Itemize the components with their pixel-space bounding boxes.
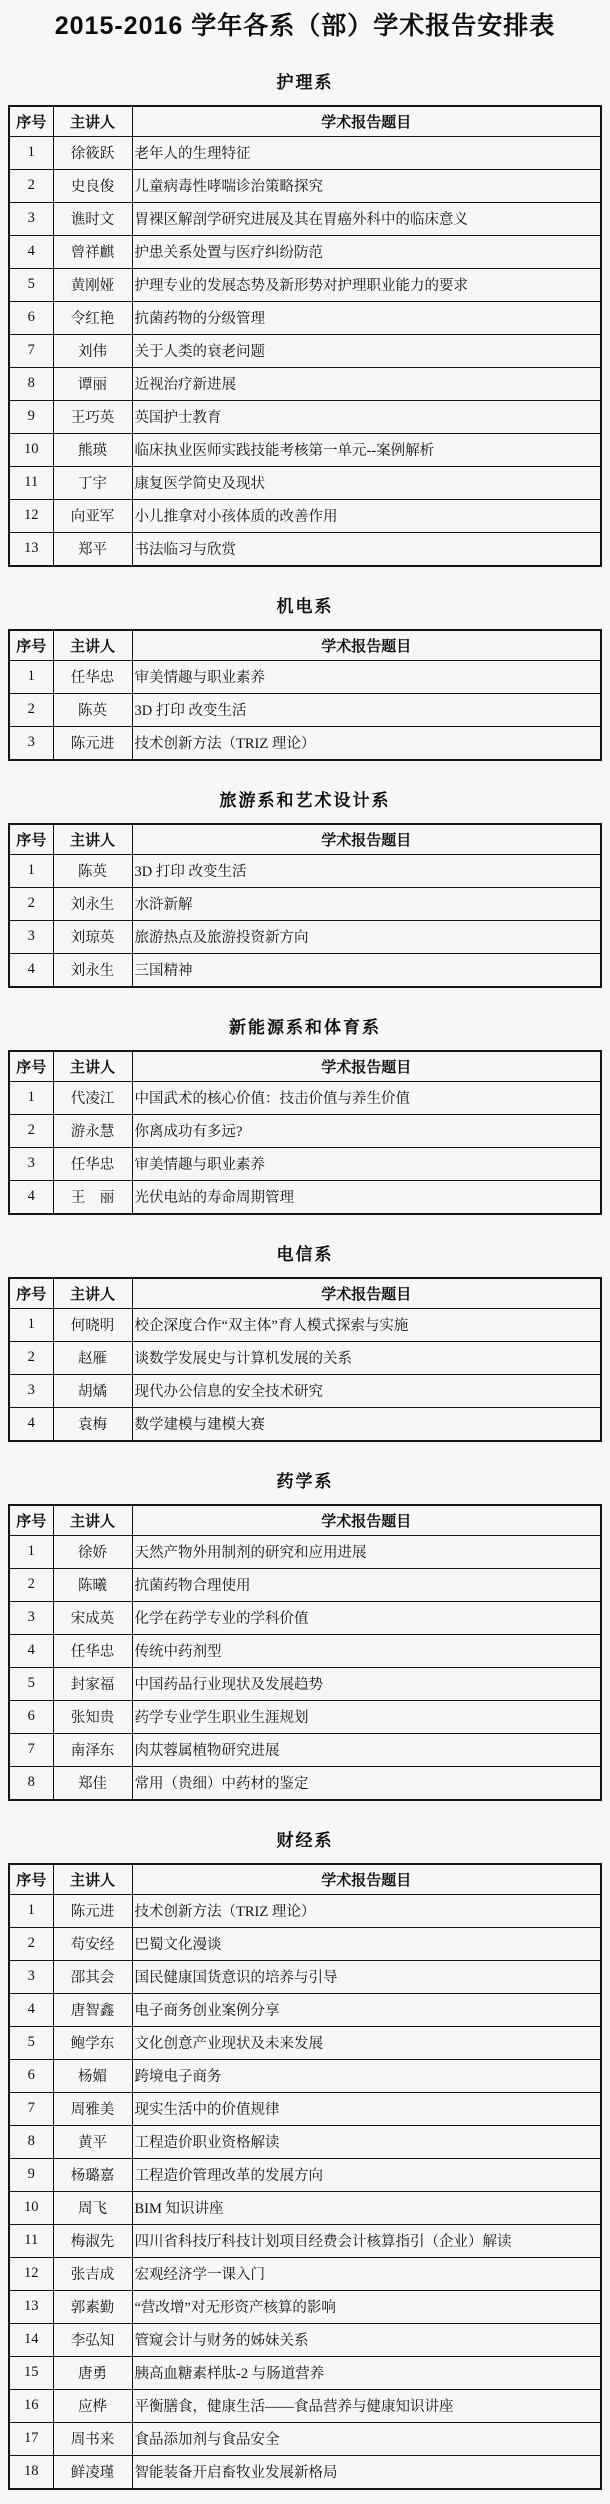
speaker-name: 徐筱跃 — [53, 136, 132, 169]
report-row — [9, 367, 601, 400]
table-head — [9, 1278, 601, 1309]
report-topic: 你离成功有多远? — [132, 1114, 601, 1147]
speaker-name: 陈曦 — [53, 1568, 132, 1601]
row-number: 8 — [9, 367, 53, 400]
report-row — [9, 1766, 601, 1800]
row-number: 5 — [9, 1667, 53, 1700]
table-body — [9, 136, 601, 566]
speaker-name: 刘永生 — [53, 887, 132, 920]
col-header-speaker: 主讲人 — [53, 1051, 132, 1082]
table-body — [9, 1894, 601, 2489]
report-row — [9, 1374, 601, 1407]
table-body — [9, 1081, 601, 1214]
col-header-no: 序号 — [9, 630, 53, 661]
row-number: 17 — [9, 2422, 53, 2455]
speaker-name: 刘琼英 — [53, 920, 132, 953]
table-head — [9, 1051, 601, 1082]
col-header-topic: 学术报告题目 — [132, 1864, 601, 1895]
table-head — [9, 630, 601, 661]
report-topic: 儿童病毒性哮喘诊治策略探究 — [132, 169, 601, 202]
report-topic: 现代办公信息的安全技术研究 — [132, 1374, 601, 1407]
department-heading: 旅游系和艺术设计系 — [219, 790, 391, 810]
report-topic: 电子商务创业案例分享 — [132, 1993, 601, 2026]
report-topic: “营改增”对无形资产核算的影响 — [132, 2290, 601, 2323]
schedule-table — [8, 105, 602, 567]
speaker-name: 陈英 — [53, 693, 132, 726]
speaker-name: 郭素勤 — [53, 2290, 132, 2323]
report-topic: 胃裸区解剖学研究进展及其在胃癌外科中的临床意义 — [132, 202, 601, 235]
report-topic: 管窥会计与财务的姊妹关系 — [132, 2323, 601, 2356]
table-head — [9, 1864, 601, 1895]
report-topic: 药学专业学生职业生涯规划 — [132, 1700, 601, 1733]
report-row — [9, 1407, 601, 1441]
report-row — [9, 726, 601, 760]
row-number: 2 — [9, 1568, 53, 1601]
header-row — [9, 824, 601, 855]
row-number: 15 — [9, 2356, 53, 2389]
header-row — [9, 1864, 601, 1895]
row-number: 2 — [9, 169, 53, 202]
speaker-name: 徐娇 — [53, 1535, 132, 1568]
speaker-name: 梅淑先 — [53, 2224, 132, 2257]
report-topic: 技术创新方法（TRIZ 理论） — [132, 726, 601, 760]
report-topic: 现实生活中的价值规律 — [132, 2092, 601, 2125]
report-row — [9, 301, 601, 334]
col-header-topic: 学术报告题目 — [132, 1278, 601, 1309]
col-header-no: 序号 — [9, 1278, 53, 1309]
report-topic: 中国武术的核心价值：技击价值与养生价值 — [132, 1081, 601, 1114]
report-row — [9, 1733, 601, 1766]
row-number: 14 — [9, 2323, 53, 2356]
sections-container — [8, 68, 602, 2490]
report-topic: 关于人类的衰老问题 — [132, 334, 601, 367]
col-header-speaker: 主讲人 — [53, 1278, 132, 1309]
report-topic: 宏观经济学一课入门 — [132, 2257, 601, 2290]
report-row — [9, 235, 601, 268]
row-number: 2 — [9, 887, 53, 920]
col-header-topic: 学术报告题目 — [132, 1505, 601, 1536]
header-row — [9, 1278, 601, 1309]
speaker-name: 应桦 — [53, 2389, 132, 2422]
report-topic: 数学建模与建模大赛 — [132, 1407, 601, 1441]
row-number: 6 — [9, 301, 53, 334]
report-topic: 光伏电站的寿命周期管理 — [132, 1180, 601, 1214]
speaker-name: 赵雁 — [53, 1341, 132, 1374]
report-row — [9, 400, 601, 433]
report-topic: 四川省科技厅科技计划项目经费会计核算指引（企业）解读 — [132, 2224, 601, 2257]
table-head — [9, 1505, 601, 1536]
row-number: 9 — [9, 400, 53, 433]
row-number: 4 — [9, 1180, 53, 1214]
report-row — [9, 2356, 601, 2389]
speaker-name: 黄刚娅 — [53, 268, 132, 301]
report-topic: 国民健康国货意识的培养与引导 — [132, 1960, 601, 1993]
report-row — [9, 466, 601, 499]
report-topic: 英国护士教育 — [132, 400, 601, 433]
speaker-name: 鲜凌瑾 — [53, 2455, 132, 2489]
speaker-name: 王 丽 — [53, 1180, 132, 1214]
row-number: 1 — [9, 136, 53, 169]
row-number: 12 — [9, 2257, 53, 2290]
department-section — [8, 68, 602, 567]
row-number: 4 — [9, 235, 53, 268]
report-topic: 跨境电子商务 — [132, 2059, 601, 2092]
report-topic: 3D 打印 改变生活 — [132, 854, 601, 887]
header-row — [9, 1505, 601, 1536]
report-row — [9, 2191, 601, 2224]
report-topic: 工程造价职业资格解读 — [132, 2125, 601, 2158]
table-body — [9, 854, 601, 987]
report-topic: 校企深度合作“双主体”育人模式探索与实施 — [132, 1308, 601, 1341]
report-topic: 护理专业的发展态势及新形势对护理职业能力的要求 — [132, 268, 601, 301]
speaker-name: 袁梅 — [53, 1407, 132, 1441]
row-number: 3 — [9, 1960, 53, 1993]
report-topic: 老年人的生理特征 — [132, 136, 601, 169]
row-number: 7 — [9, 2092, 53, 2125]
speaker-name: 周雅美 — [53, 2092, 132, 2125]
report-topic: 化学在药学专业的学科价值 — [132, 1601, 601, 1634]
report-topic: 工程造价管理改革的发展方向 — [132, 2158, 601, 2191]
col-header-speaker: 主讲人 — [53, 824, 132, 855]
report-topic: 审美情趣与职业素养 — [132, 1147, 601, 1180]
department-section — [8, 1467, 602, 1801]
report-row — [9, 334, 601, 367]
report-row — [9, 2125, 601, 2158]
speaker-name: 陈元进 — [53, 726, 132, 760]
speaker-name: 张吉成 — [53, 2257, 132, 2290]
report-topic: 平衡膳食，健康生活——食品营养与健康知识讲座 — [132, 2389, 601, 2422]
report-topic: 传统中药剂型 — [132, 1634, 601, 1667]
row-number: 10 — [9, 2191, 53, 2224]
report-row — [9, 1568, 601, 1601]
header-row — [9, 630, 601, 661]
col-header-speaker: 主讲人 — [53, 1864, 132, 1895]
speaker-name: 谭丽 — [53, 367, 132, 400]
report-row — [9, 2290, 601, 2323]
speaker-name: 胡燏 — [53, 1374, 132, 1407]
report-row — [9, 532, 601, 566]
col-header-no: 序号 — [9, 1864, 53, 1895]
speaker-name: 杨璐嘉 — [53, 2158, 132, 2191]
speaker-name: 任华忠 — [53, 660, 132, 693]
speaker-name: 郑平 — [53, 532, 132, 566]
row-number: 1 — [9, 1081, 53, 1114]
speaker-name: 令红艳 — [53, 301, 132, 334]
department-section — [8, 592, 602, 761]
row-number: 10 — [9, 433, 53, 466]
row-number: 2 — [9, 1341, 53, 1374]
report-topic: 中国药品行业现状及发展趋势 — [132, 1667, 601, 1700]
row-number: 1 — [9, 1535, 53, 1568]
report-row — [9, 1700, 601, 1733]
report-topic: 水浒新解 — [132, 887, 601, 920]
row-number: 1 — [9, 854, 53, 887]
report-row — [9, 136, 601, 169]
row-number: 1 — [9, 660, 53, 693]
report-row — [9, 1114, 601, 1147]
report-row — [9, 660, 601, 693]
col-header-speaker: 主讲人 — [53, 1505, 132, 1536]
table-body — [9, 1308, 601, 1441]
page-title: 2015-2016 学年各系（部）学术报告安排表 — [54, 12, 556, 40]
speaker-name: 丁宇 — [53, 466, 132, 499]
report-row — [9, 887, 601, 920]
row-number: 6 — [9, 1700, 53, 1733]
row-number: 4 — [9, 1407, 53, 1441]
schedule-table — [8, 823, 602, 988]
speaker-name: 何晓明 — [53, 1308, 132, 1341]
schedule-table — [8, 1277, 602, 1442]
report-row — [9, 202, 601, 235]
department-heading: 护理系 — [276, 72, 334, 92]
report-topic: 3D 打印 改变生活 — [132, 693, 601, 726]
row-number: 18 — [9, 2455, 53, 2489]
report-row — [9, 1927, 601, 1960]
report-topic: 近视治疗新进展 — [132, 367, 601, 400]
report-topic: 书法临习与欣赏 — [132, 532, 601, 566]
speaker-name: 周飞 — [53, 2191, 132, 2224]
report-topic: 天然产物外用制剂的研究和应用进展 — [132, 1535, 601, 1568]
row-number: 13 — [9, 2290, 53, 2323]
table-head — [9, 824, 601, 855]
speaker-name: 刘永生 — [53, 953, 132, 987]
report-row — [9, 2224, 601, 2257]
speaker-name: 谯时文 — [53, 202, 132, 235]
report-topic: 临床执业医师实践技能考核第一单元--案例解析 — [132, 433, 601, 466]
report-row — [9, 1180, 601, 1214]
report-row — [9, 1960, 601, 1993]
report-row — [9, 169, 601, 202]
report-topic: 肉苁蓉属植物研究进展 — [132, 1733, 601, 1766]
row-number: 3 — [9, 202, 53, 235]
report-topic: 护患关系处置与医疗纠纷防范 — [132, 235, 601, 268]
speaker-name: 刘伟 — [53, 334, 132, 367]
schedule-table — [8, 1050, 602, 1215]
speaker-name: 邵其会 — [53, 1960, 132, 1993]
row-number: 8 — [9, 2125, 53, 2158]
col-header-topic: 学术报告题目 — [132, 630, 601, 661]
speaker-name: 任华忠 — [53, 1634, 132, 1667]
report-topic: 小儿推拿对小孩体质的改善作用 — [132, 499, 601, 532]
department-heading: 电信系 — [276, 1244, 334, 1264]
row-number: 5 — [9, 2026, 53, 2059]
row-number: 4 — [9, 953, 53, 987]
report-row — [9, 1634, 601, 1667]
department-section — [8, 1240, 602, 1442]
header-row — [9, 106, 601, 137]
row-number: 16 — [9, 2389, 53, 2422]
report-topic: 文化创意产业现状及未来发展 — [132, 2026, 601, 2059]
row-number: 6 — [9, 2059, 53, 2092]
speaker-name: 陈元进 — [53, 1894, 132, 1927]
speaker-name: 周书来 — [53, 2422, 132, 2455]
report-topic: 康复医学简史及现状 — [132, 466, 601, 499]
report-row — [9, 854, 601, 887]
speaker-name: 唐勇 — [53, 2356, 132, 2389]
row-number: 5 — [9, 268, 53, 301]
report-row — [9, 1081, 601, 1114]
row-number: 1 — [9, 1894, 53, 1927]
report-row — [9, 2158, 601, 2191]
row-number: 9 — [9, 2158, 53, 2191]
col-header-no: 序号 — [9, 1505, 53, 1536]
speaker-name: 熊瑛 — [53, 433, 132, 466]
col-header-topic: 学术报告题目 — [132, 1051, 601, 1082]
speaker-name: 王巧英 — [53, 400, 132, 433]
header-row — [9, 1051, 601, 1082]
report-row — [9, 1993, 601, 2026]
col-header-speaker: 主讲人 — [53, 106, 132, 137]
report-row — [9, 2389, 601, 2422]
row-number: 2 — [9, 1114, 53, 1147]
col-header-speaker: 主讲人 — [53, 630, 132, 661]
row-number: 2 — [9, 1927, 53, 1960]
speaker-name: 游永慧 — [53, 1114, 132, 1147]
speaker-name: 李弘知 — [53, 2323, 132, 2356]
row-number: 11 — [9, 2224, 53, 2257]
report-topic: 三国精神 — [132, 953, 601, 987]
table-body — [9, 1535, 601, 1800]
department-section — [8, 1013, 602, 1215]
speaker-name: 任华忠 — [53, 1147, 132, 1180]
row-number: 8 — [9, 1766, 53, 1800]
row-number: 7 — [9, 334, 53, 367]
report-row — [9, 1667, 601, 1700]
speaker-name: 张知贵 — [53, 1700, 132, 1733]
speaker-name: 向亚军 — [53, 499, 132, 532]
row-number: 3 — [9, 1601, 53, 1634]
report-topic: 智能装备开启畜牧业发展新格局 — [132, 2455, 601, 2489]
department-heading: 新能源系和体育系 — [229, 1017, 381, 1037]
col-header-no: 序号 — [9, 1051, 53, 1082]
report-row — [9, 2026, 601, 2059]
speaker-name: 曾祥麒 — [53, 235, 132, 268]
speaker-name: 郑佳 — [53, 1766, 132, 1800]
report-row — [9, 2422, 601, 2455]
department-section — [8, 786, 602, 988]
schedule-table — [8, 1863, 602, 2490]
col-header-no: 序号 — [9, 106, 53, 137]
report-row — [9, 2455, 601, 2489]
row-number: 4 — [9, 1993, 53, 2026]
schedule-table — [8, 1504, 602, 1801]
report-topic: 巴蜀文化漫谈 — [132, 1927, 601, 1960]
row-number: 1 — [9, 1308, 53, 1341]
row-number: 4 — [9, 1634, 53, 1667]
speaker-name: 黄平 — [53, 2125, 132, 2158]
row-number: 3 — [9, 726, 53, 760]
report-topic: 常用（贵细）中药材的鉴定 — [132, 1766, 601, 1800]
row-number: 3 — [9, 920, 53, 953]
report-topic: BIM 知识讲座 — [132, 2191, 601, 2224]
table-body — [9, 660, 601, 760]
report-topic: 旅游热点及旅游投资新方向 — [132, 920, 601, 953]
row-number: 11 — [9, 466, 53, 499]
report-row — [9, 2257, 601, 2290]
row-number: 3 — [9, 1147, 53, 1180]
speaker-name: 苟安经 — [53, 1927, 132, 1960]
col-header-topic: 学术报告题目 — [132, 824, 601, 855]
speaker-name: 代凌江 — [53, 1081, 132, 1114]
report-row — [9, 953, 601, 987]
speaker-name: 封家福 — [53, 1667, 132, 1700]
report-topic: 食品添加剂与食品安全 — [132, 2422, 601, 2455]
report-row — [9, 433, 601, 466]
row-number: 12 — [9, 499, 53, 532]
report-row — [9, 693, 601, 726]
row-number: 3 — [9, 1374, 53, 1407]
report-row — [9, 2092, 601, 2125]
report-row — [9, 920, 601, 953]
department-heading: 财经系 — [276, 1830, 334, 1850]
report-row — [9, 1147, 601, 1180]
department-section — [8, 1826, 602, 2490]
report-row — [9, 268, 601, 301]
report-row — [9, 2059, 601, 2092]
speaker-name: 鲍学东 — [53, 2026, 132, 2059]
report-topic: 抗菌药物合理使用 — [132, 1568, 601, 1601]
report-row — [9, 1601, 601, 1634]
report-row — [9, 1894, 601, 1927]
speaker-name: 南泽东 — [53, 1733, 132, 1766]
report-topic: 胰高血糖素样肽-2 与肠道营养 — [132, 2356, 601, 2389]
table-head — [9, 106, 601, 137]
report-topic: 审美情趣与职业素养 — [132, 660, 601, 693]
row-number: 2 — [9, 693, 53, 726]
report-topic: 抗菌药物的分级管理 — [132, 301, 601, 334]
report-row — [9, 1535, 601, 1568]
report-row — [9, 1308, 601, 1341]
speaker-name: 宋成英 — [53, 1601, 132, 1634]
speaker-name: 陈英 — [53, 854, 132, 887]
department-heading: 机电系 — [276, 596, 334, 616]
col-header-no: 序号 — [9, 824, 53, 855]
report-row — [9, 1341, 601, 1374]
report-topic: 技术创新方法（TRIZ 理论） — [132, 1894, 601, 1927]
speaker-name: 史良俊 — [53, 169, 132, 202]
row-number: 13 — [9, 532, 53, 566]
col-header-topic: 学术报告题目 — [132, 106, 601, 137]
speaker-name: 杨媚 — [53, 2059, 132, 2092]
department-heading: 药学系 — [276, 1471, 334, 1491]
speaker-name: 唐智鑫 — [53, 1993, 132, 2026]
report-row — [9, 2323, 601, 2356]
row-number: 7 — [9, 1733, 53, 1766]
report-row — [9, 499, 601, 532]
report-topic: 谈数学发展史与计算机发展的关系 — [132, 1341, 601, 1374]
schedule-table — [8, 629, 602, 761]
